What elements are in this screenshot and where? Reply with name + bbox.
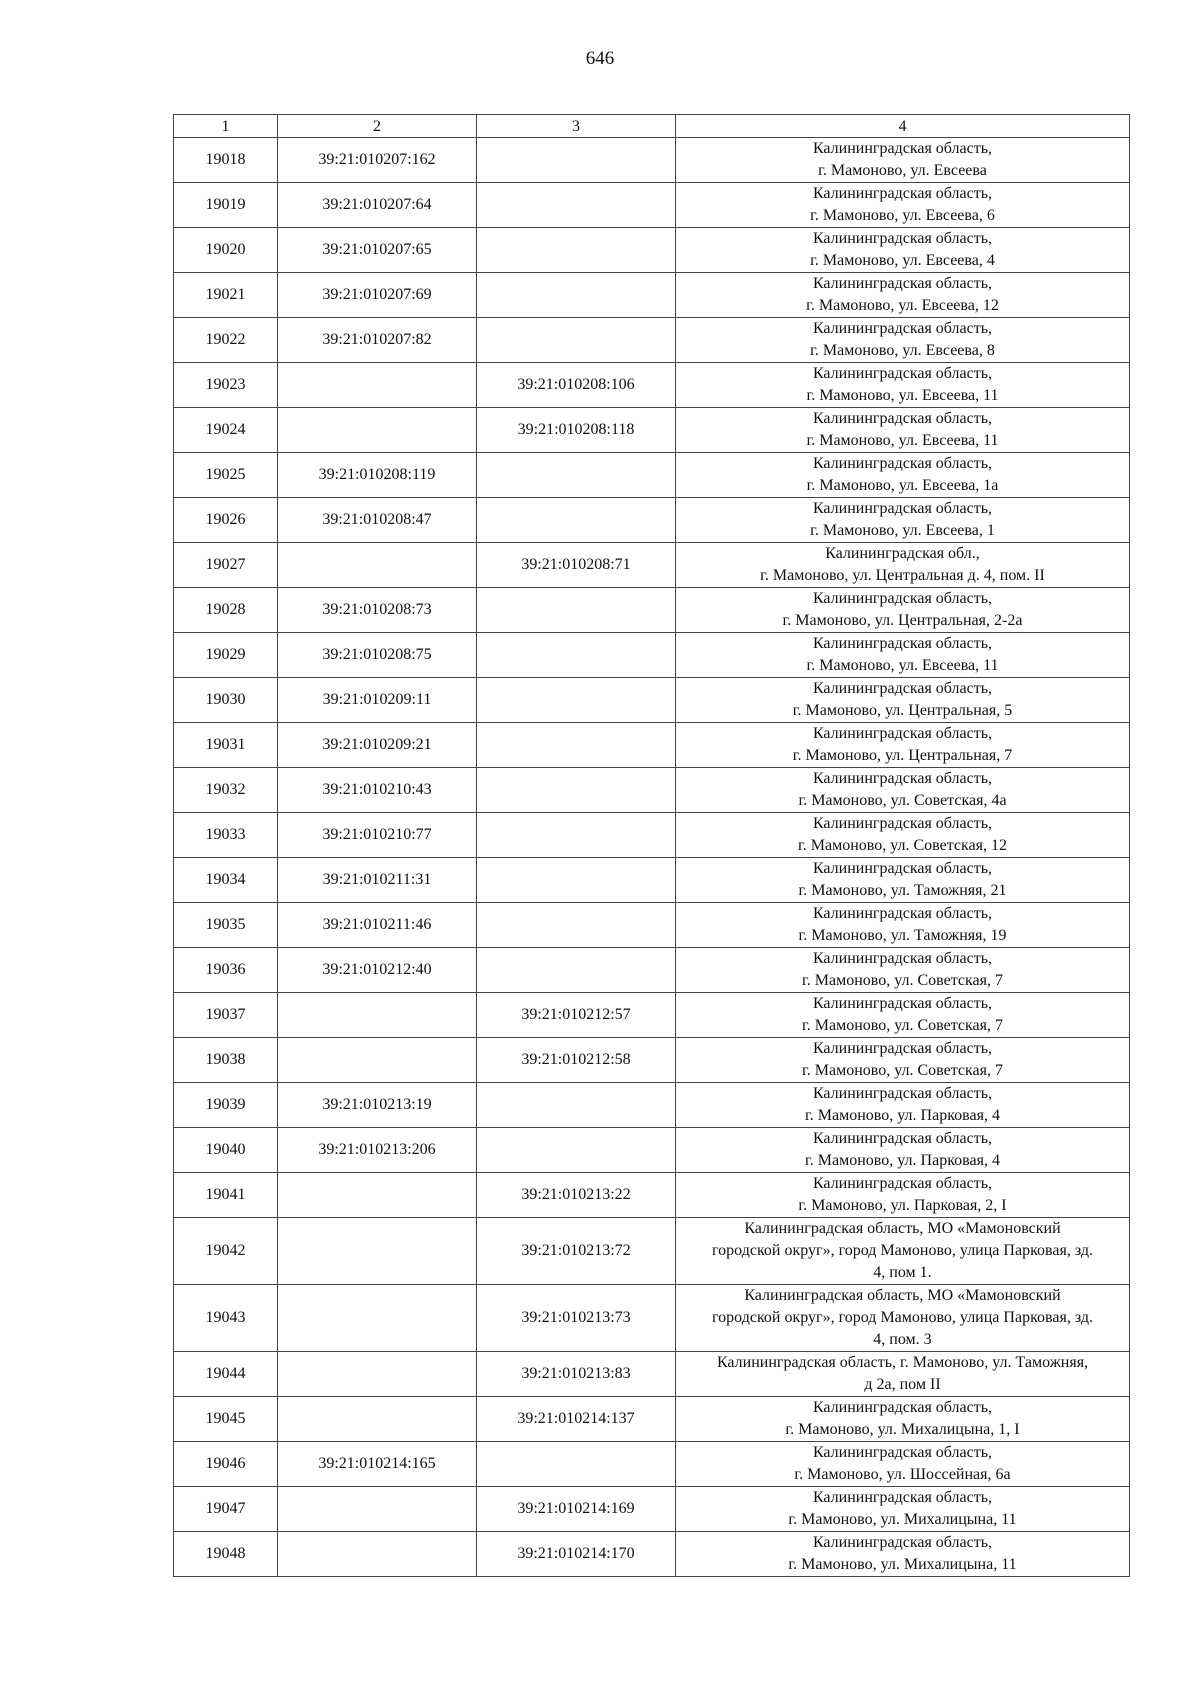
row-number-cell: 19035 [174,903,278,948]
address-line: г. Мамоново, ул. Советская, 7 [801,1062,1003,1079]
row-number-cell: 19024 [174,408,278,453]
row-number-cell: 19037 [174,993,278,1038]
address-cell [676,363,1130,408]
row-number-cell: 19043 [174,1285,278,1352]
address-line: г. Мамоново, ул. Евсеева, 12 [806,297,999,314]
address-line: Калининградская область, [812,1534,993,1551]
address-cell [676,993,1130,1038]
address-cell [676,1442,1130,1487]
address-line: г. Мамоново, ул. Евсеева, 11 [806,387,999,404]
related-cadastral-number-cell: 39:21:010213:73 [477,1285,676,1352]
table-row [174,993,1130,1038]
related-cadastral-number-cell: 39:21:010212:57 [477,993,676,1038]
address-line: Калининградская область, [812,500,993,517]
address-line: Калининградская область, [812,275,993,292]
table-row [174,1442,1130,1487]
address-cell [676,138,1130,183]
row-number-cell: 19031 [174,723,278,768]
address-cell [676,858,1130,903]
row-number-cell: 19045 [174,1397,278,1442]
row-number-cell: 19033 [174,813,278,858]
cadastral-number-cell: 39:21:010207:65 [278,228,477,273]
cadastral-number-cell: 39:21:010207:69 [278,273,477,318]
related-cadastral-number-cell: 39:21:010212:58 [477,1038,676,1083]
address-line: Калининградская область, [812,635,993,652]
table-row [174,903,1130,948]
cadastral-number-cell [278,1173,477,1218]
address-line: городской округ», город Мамоново, улица Парковая, зд. [712,1309,1093,1326]
address-line: Калининградская область, [812,680,993,697]
address-line: г. Мамоново, ул. Советская, 4а [798,792,1007,809]
address-line: г. Мамоново, ул. Парковая, 2, I [798,1197,1007,1214]
address-line: 4, пом. 3 [873,1331,932,1348]
table-row [174,228,1130,273]
table-row [174,1128,1130,1173]
table-row [174,1218,1130,1285]
address-line: Калининградская область, г. Мамоново, ул. Таможняя, [716,1354,1089,1371]
related-cadastral-number-cell [477,678,676,723]
cadastral-number-cell: 39:21:010209:11 [278,678,477,723]
table-row [174,1038,1130,1083]
address-cell [676,1397,1130,1442]
cadastral-number-cell [278,1397,477,1442]
cadastral-number-cell [278,993,477,1038]
address-line: г. Мамоново, ул. Центральная д. 4, пом. II [760,567,1045,584]
address-line: г. Мамоново, ул. Евсеева, 4 [810,252,995,269]
address-line: Калининградская обл., [825,545,980,562]
page-number: 646 [585,48,615,69]
address-line: Калининградская область, [812,1175,993,1192]
row-number-cell: 19019 [174,183,278,228]
row-number-cell: 19036 [174,948,278,993]
address-line: г. Мамоново, ул. Евсеева, 6 [810,207,995,224]
row-number-cell: 19026 [174,498,278,543]
row-number-cell: 19030 [174,678,278,723]
address-line: г. Мамоново, ул. Советская, 12 [797,837,1007,854]
address-line: Калининградская область, [812,1489,993,1506]
address-line: г. Мамоново, ул. Михалицына, 11 [788,1556,1017,1573]
address-line: Калининградская область, [812,725,993,742]
row-number-cell: 19038 [174,1038,278,1083]
address-line: г. Мамоново, ул. Михалицына, 1, I [785,1421,1020,1438]
address-cell [676,1352,1130,1397]
address-cell [676,1218,1130,1285]
table-body [174,138,1130,1577]
row-number-cell: 19018 [174,138,278,183]
related-cadastral-number-cell: 39:21:010214:137 [477,1397,676,1442]
related-cadastral-number-cell: 39:21:010214:170 [477,1532,676,1577]
cadastral-number-cell: 39:21:010209:21 [278,723,477,768]
related-cadastral-number-cell [477,723,676,768]
address-line: Калининградская область, [812,905,993,922]
cadastral-number-cell: 39:21:010208:75 [278,633,477,678]
address-cell [676,408,1130,453]
table-row [174,408,1130,453]
table-row [174,543,1130,588]
header-col-2: 2 [278,115,477,138]
cadastral-number-cell [278,1487,477,1532]
cadastral-number-cell: 39:21:010213:206 [278,1128,477,1173]
related-cadastral-number-cell [477,138,676,183]
table-header-row [174,115,1130,138]
address-line: Калининградская область, [812,410,993,427]
address-line: г. Мамоново, ул. Центральная, 5 [792,702,1013,719]
table-row [174,723,1130,768]
address-line: Калининградская область, [812,590,993,607]
address-cell [676,1173,1130,1218]
address-line: г. Мамоново, ул. Евсеева [818,162,987,179]
address-cell [676,903,1130,948]
table-row [174,1173,1130,1218]
cadastral-number-cell: 39:21:010210:43 [278,768,477,813]
address-line: г. Мамоново, ул. Центральная, 7 [792,747,1013,764]
table-row [174,1285,1130,1352]
table-row [174,588,1130,633]
table-row [174,1532,1130,1577]
address-line: г. Мамоново, ул. Таможняя, 19 [798,927,1007,944]
address-cell [676,768,1130,813]
row-number-cell: 19047 [174,1487,278,1532]
address-line: Калининградская область, [812,770,993,787]
cadastral-number-cell [278,1038,477,1083]
cadastral-number-cell: 39:21:010208:73 [278,588,477,633]
cadastral-number-cell [278,543,477,588]
table-row [174,858,1130,903]
cadastral-number-cell: 39:21:010211:46 [278,903,477,948]
address-cell [676,1128,1130,1173]
header-col-4: 4 [676,115,1130,138]
row-number-cell: 19021 [174,273,278,318]
related-cadastral-number-cell [477,588,676,633]
address-cell [676,1487,1130,1532]
row-number-cell: 19048 [174,1532,278,1577]
table-row [174,1083,1130,1128]
table-row [174,678,1130,723]
address-line: г. Мамоново, ул. Евсеева, 8 [810,342,995,359]
header-col-3: 3 [477,115,676,138]
table-row [174,633,1130,678]
address-cell [676,318,1130,363]
row-number-cell: 19046 [174,1442,278,1487]
table-row [174,948,1130,993]
table-row [174,768,1130,813]
address-cell [676,543,1130,588]
cadastral-number-cell: 39:21:010212:40 [278,948,477,993]
address-line: Калининградская область, [812,950,993,967]
address-line: Калининградская область, МО «Мамоновский [744,1220,1061,1237]
address-line: Калининградская область, [812,1399,993,1416]
related-cadastral-number-cell [477,1128,676,1173]
related-cadastral-number-cell: 39:21:010213:83 [477,1352,676,1397]
address-line: Калининградская область, [812,230,993,247]
address-line: Калининградская область, [812,1444,993,1461]
row-number-cell: 19044 [174,1352,278,1397]
address-cell [676,948,1130,993]
cadastral-number-cell: 39:21:010207:82 [278,318,477,363]
related-cadastral-number-cell [477,1083,676,1128]
address-line: г. Мамоново, ул. Евсеева, 1 [810,522,995,539]
address-cell [676,723,1130,768]
table-row [174,498,1130,543]
registry-table [173,114,1130,1577]
header-col-1: 1 [174,115,278,138]
address-line: Калининградская область, [812,995,993,1012]
cadastral-number-cell: 39:21:010208:119 [278,453,477,498]
row-number-cell: 19022 [174,318,278,363]
address-line: Калининградская область, [812,185,993,202]
address-line: г. Мамоново, ул. Советская, 7 [801,1017,1003,1034]
related-cadastral-number-cell [477,903,676,948]
table-row [174,1352,1130,1397]
table-row [174,813,1130,858]
cadastral-number-cell: 39:21:010214:165 [278,1442,477,1487]
address-line: г. Мамоново, ул. Таможняя, 21 [798,882,1007,899]
related-cadastral-number-cell [477,228,676,273]
related-cadastral-number-cell: 39:21:010208:71 [477,543,676,588]
related-cadastral-number-cell [477,1442,676,1487]
related-cadastral-number-cell [477,633,676,678]
row-number-cell: 19027 [174,543,278,588]
address-line: г. Мамоново, ул. Евсеева, 11 [806,657,999,674]
related-cadastral-number-cell: 39:21:010208:118 [477,408,676,453]
address-line: Калининградская область, МО «Мамоновский [744,1287,1061,1304]
cadastral-number-cell: 39:21:010208:47 [278,498,477,543]
address-line: г. Мамоново, ул. Михалицына, 11 [788,1511,1017,1528]
related-cadastral-number-cell [477,183,676,228]
address-line: 4, пом 1. [873,1264,932,1281]
address-line: г. Мамоново, ул. Шоссейная, 6а [794,1466,1011,1483]
table-row [174,273,1130,318]
address-line: г. Мамоново, ул. Евсеева, 11 [806,432,999,449]
cadastral-number-cell: 39:21:010210:77 [278,813,477,858]
row-number-cell: 19029 [174,633,278,678]
address-line: городской округ», город Мамоново, улица Парковая, зд. [712,1242,1093,1259]
table-row [174,363,1130,408]
cadastral-number-cell [278,408,477,453]
row-number-cell: 19028 [174,588,278,633]
row-number-cell: 19039 [174,1083,278,1128]
cadastral-number-cell [278,1532,477,1577]
address-cell [676,1532,1130,1577]
table-row [174,318,1130,363]
table-row [174,1397,1130,1442]
row-number-cell: 19034 [174,858,278,903]
row-number-cell: 19040 [174,1128,278,1173]
row-number-cell: 19023 [174,363,278,408]
related-cadastral-number-cell [477,858,676,903]
cadastral-number-cell: 39:21:010213:19 [278,1083,477,1128]
cadastral-number-cell: 39:21:010207:162 [278,138,477,183]
address-line: Калининградская область, [812,365,993,382]
related-cadastral-number-cell: 39:21:010214:169 [477,1487,676,1532]
related-cadastral-number-cell: 39:21:010213:72 [477,1218,676,1285]
address-cell [676,1083,1130,1128]
row-number-cell: 19020 [174,228,278,273]
cadastral-number-cell [278,1285,477,1352]
address-cell [676,1285,1130,1352]
related-cadastral-number-cell [477,813,676,858]
address-cell [676,813,1130,858]
cadastral-number-cell [278,1218,477,1285]
address-line: Калининградская область, [812,455,993,472]
related-cadastral-number-cell [477,948,676,993]
address-line: г. Мамоново, ул. Центральная, 2-2а [782,612,1023,629]
cadastral-number-cell [278,1352,477,1397]
address-cell [676,228,1130,273]
address-line: Калининградская область, [812,1130,993,1147]
address-cell [676,453,1130,498]
row-number-cell: 19042 [174,1218,278,1285]
table-row [174,183,1130,228]
address-cell [676,1038,1130,1083]
address-cell [676,633,1130,678]
cadastral-number-cell: 39:21:010207:64 [278,183,477,228]
address-cell [676,588,1130,633]
related-cadastral-number-cell [477,273,676,318]
address-line: д 2а, пом II [864,1376,941,1393]
address-line: Калининградская область, [812,320,993,337]
address-cell [676,273,1130,318]
address-line: Калининградская область, [812,140,993,157]
address-cell [676,678,1130,723]
table-row [174,138,1130,183]
address-line: Калининградская область, [812,1040,993,1057]
table-row [174,453,1130,498]
row-number-cell: 19032 [174,768,278,813]
related-cadastral-number-cell [477,768,676,813]
cadastral-number-cell [278,363,477,408]
address-line: г. Мамоново, ул. Парковая, 4 [805,1152,1000,1169]
row-number-cell: 19025 [174,453,278,498]
related-cadastral-number-cell: 39:21:010208:106 [477,363,676,408]
address-cell [676,498,1130,543]
address-line: Калининградская область, [812,860,993,877]
address-line: г. Мамоново, ул. Евсеева, 1а [806,477,999,494]
related-cadastral-number-cell [477,498,676,543]
row-number-cell: 19041 [174,1173,278,1218]
table-row [174,1487,1130,1532]
cadastral-number-cell: 39:21:010211:31 [278,858,477,903]
address-line: г. Мамоново, ул. Парковая, 4 [805,1107,1000,1124]
related-cadastral-number-cell [477,318,676,363]
related-cadastral-number-cell: 39:21:010213:22 [477,1173,676,1218]
address-cell [676,183,1130,228]
address-line: Калининградская область, [812,1085,993,1102]
address-line: г. Мамоново, ул. Советская, 7 [801,972,1003,989]
related-cadastral-number-cell [477,453,676,498]
address-line: Калининградская область, [812,815,993,832]
